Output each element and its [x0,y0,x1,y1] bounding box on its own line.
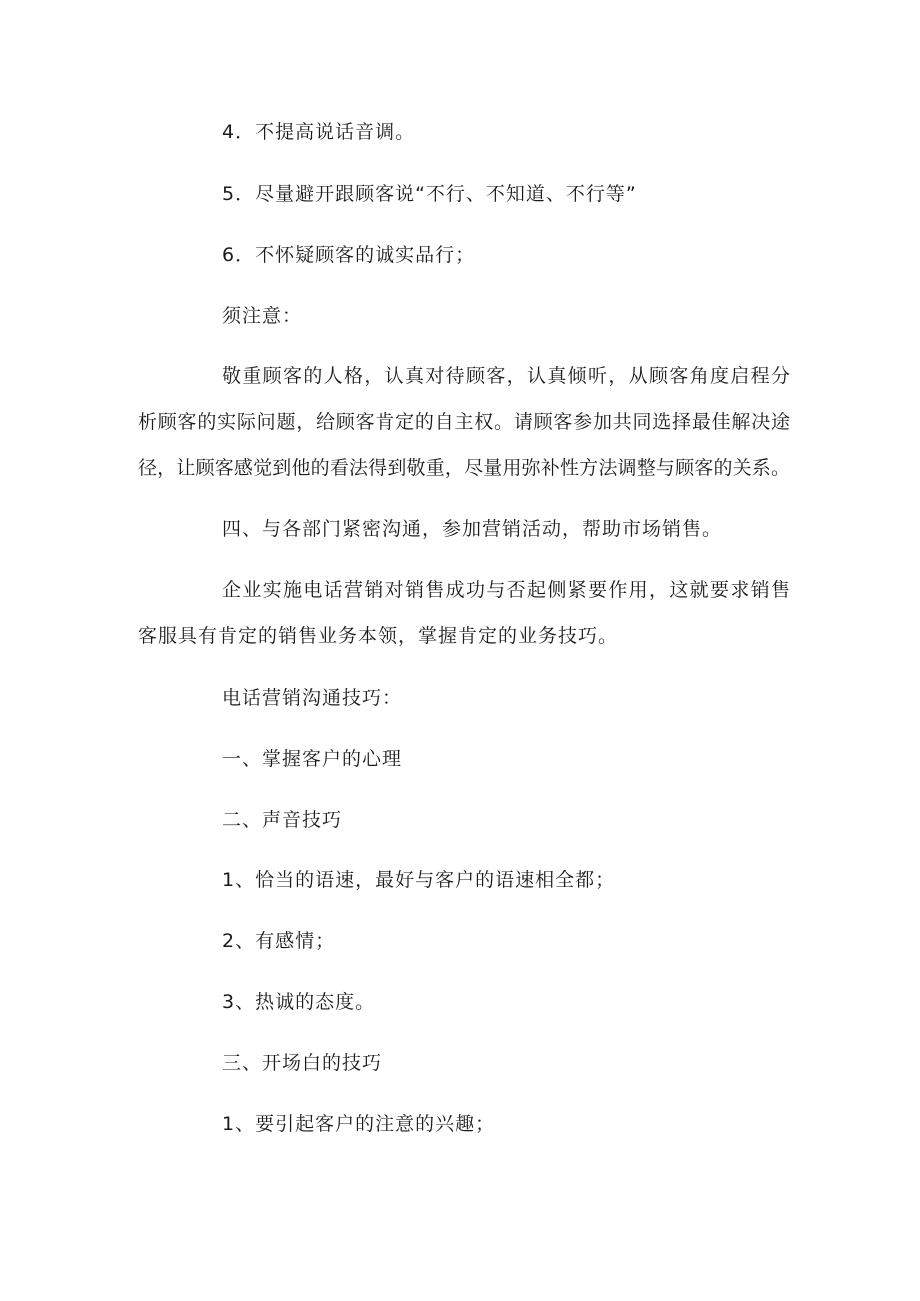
section-3-heading: 三、开场白的技巧 [222,1052,383,1074]
note-heading: 须注意： [222,305,303,327]
paragraph-line-1: 敬重顾客的人格，认真对待顾客，认真倾听，从顾客角度启程分 [222,365,790,387]
list-item-4: 4．不提高说话音调。 [222,121,416,143]
section-2-heading: 二、声音技巧 [222,809,343,831]
list-item-5: 5．尽量避开跟顾客说“不行、不知道、不行等” [222,183,637,205]
skills-heading: 电话营销沟通技巧： [222,687,403,709]
section-heading-4: 四、与各部门紧密沟通，参加营销活动，帮助市场销售。 [222,518,723,540]
voice-item-1: 1、恰当的语速，最好与客户的语速相全都； [222,869,616,891]
paragraph-2-line-2: 客服具有肯定的销售业务本领，掌握肯定的业务技巧。 [138,625,619,647]
paragraph-2-line-1: 企业实施电话营销对销售成功与否起侧紧要作用，这就要求销售 [222,579,790,601]
voice-item-3: 3、热诚的态度。 [222,991,376,1013]
opening-item-1: 1、要引起客户的注意的兴趣； [222,1113,496,1135]
section-1-heading: 一、掌握客户的心理 [222,748,403,770]
paragraph-line-3: 径，让顾客感觉到他的看法得到敬重，尽量用弥补性方法调整与顾客的关系。 [138,457,790,479]
paragraph-line-2: 析顾客的实际问题，给顾客肯定的自主权。请顾客参加共同选择最佳解决途 [138,411,790,433]
list-item-6: 6．不怀疑顾客的诚实品行； [222,244,476,266]
voice-item-2: 2、有感情； [222,930,336,952]
